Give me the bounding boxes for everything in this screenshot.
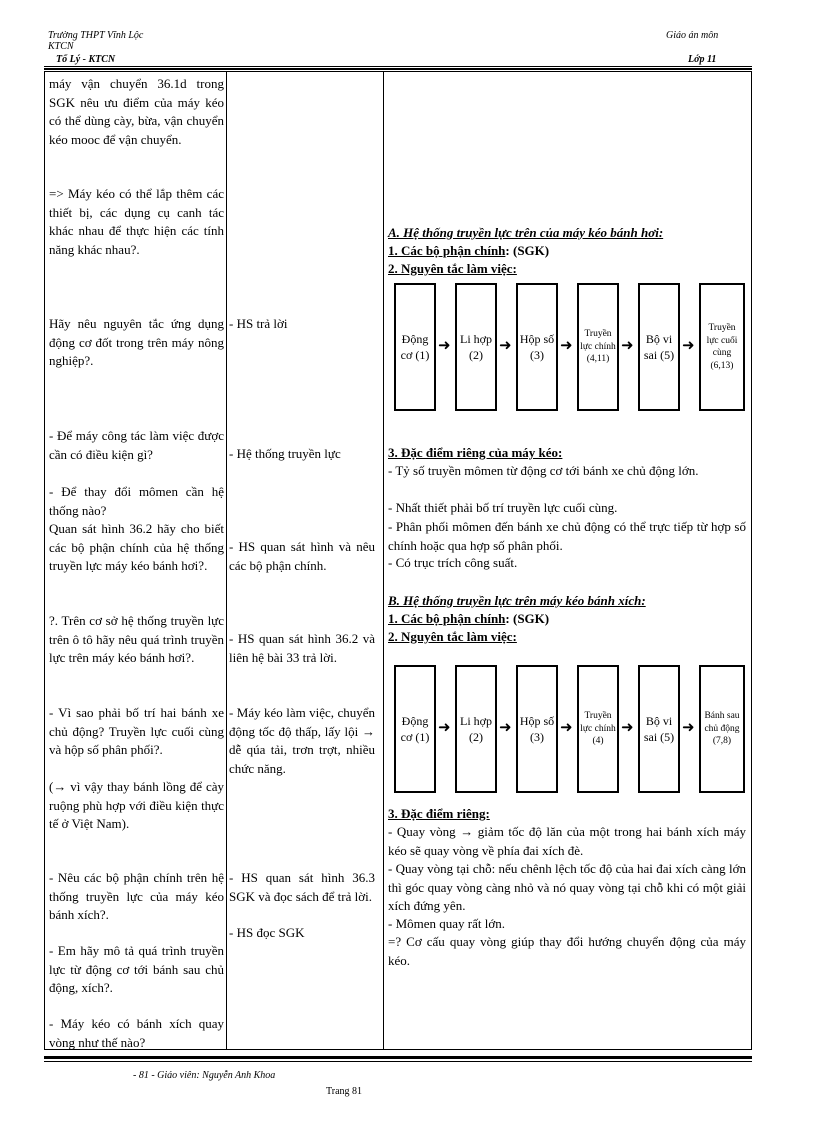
footer-rule-thick <box>44 1056 752 1059</box>
student-activity: - HS quan sát hình 36.3 SGK và đọc sách để trả lời. <box>229 870 375 904</box>
flow-box: Hộp số (3) <box>516 665 558 793</box>
student-activity: - Máy kéo làm việc, chuyển động tốc độ thấp, lấy lội → dễ qúa tải, trơn trợt, nhiều chức năng. <box>229 705 375 776</box>
teacher-text: => Máy kéo có thể lắp thêm các thiết bị, các dụng cụ canh tác khác nhau để thực hiện các tính năng khác nhau?. <box>49 186 224 257</box>
flow-box: Li hợp (2) <box>455 283 497 411</box>
arrow-right-icon: ➜ <box>621 338 634 354</box>
section-a-parts-label: 1. Các bộ phận chính <box>388 243 506 258</box>
student-activity: - HS trả lời <box>229 316 288 331</box>
arrow-right-icon: ➜ <box>438 338 451 354</box>
department: Tổ Lý - KTCN <box>56 54 116 65</box>
arrow-right-icon: ➜ <box>621 720 634 736</box>
teacher-text: máy vận chuyển 36.1d trong SGK nêu ưu điểm của máy kéo có thể dùng cày, bừa, vận chuyển kéo mooc để vận chuyển. <box>49 76 224 147</box>
flow-box: Bộ vi sai (5) <box>638 665 680 793</box>
section-b-parts-value: : (SGK) <box>505 611 550 626</box>
feature-item: =? Cơ cấu quay vòng giúp thay đổi hướng chuyển động của máy kéo. <box>388 934 746 968</box>
section-b-parts <box>388 610 746 629</box>
feature-item: - Có trục trích công suất. <box>388 555 518 570</box>
teacher-question: - Vì sao phải bố trí hai bánh xe chủ động? Truyền lực cuối cùng và hộp số phân phối?. <box>49 705 224 758</box>
student-activity: - HS đọc SGK <box>229 925 305 940</box>
teacher-question: - Nêu các bộ phận chính trên hệ thống truyền lực của máy kéo bánh xích?. <box>49 870 224 923</box>
feature-item: - Nhất thiết phải bố trí truyền lực cuối cùng. <box>388 500 618 515</box>
column-divider <box>383 72 384 1049</box>
lesson-table <box>44 71 752 1050</box>
header-rule-thick <box>44 68 752 70</box>
flow-diagram-a <box>394 283 749 413</box>
section-a-parts-value: : (SGK) <box>505 243 550 258</box>
student-activity: - HS quan sát hình và nêu các bộ phận chính. <box>229 539 375 573</box>
teacher-question: - Để thay đổi mômen cần hệ thống nào? <box>49 484 224 518</box>
footer-rule-thin <box>44 1061 752 1062</box>
flow-box: Truyền lực chính (4,11) <box>577 283 619 411</box>
section-b-title: B. Hệ thống truyền lực trên máy kéo bánh xích: <box>388 593 646 608</box>
teacher-name: - 81 - Giáo viên: Nguyễn Anh Khoa <box>133 1070 276 1081</box>
section-a-features-title: 3. Đặc điểm riêng của máy kéo: <box>388 445 563 460</box>
section-a-parts <box>388 242 746 261</box>
student-activity: - Hệ thống truyền lực <box>229 446 341 461</box>
lesson-plan-label: Giáo án môn <box>666 30 719 41</box>
teacher-question: Hãy nêu nguyên tắc ứng dụng động cơ đốt trong trên máy nông nghiệp?. <box>49 316 224 369</box>
grade: Lớp 11 <box>688 54 717 65</box>
arrow-right-icon: ➜ <box>499 720 512 736</box>
feature-item: - Mômen quay rất lớn. <box>388 916 505 931</box>
teacher-question: - Máy kéo có bánh xích quay vòng như thế nào? <box>49 1016 224 1050</box>
flow-box: Truyền lực cuối cùng (6,13) <box>699 283 745 411</box>
section-b-principle: 2. Nguyên tắc làm việc: <box>388 629 517 644</box>
teacher-question: ?. Trên cơ sở hệ thống truyền lực trên ô tô hãy nêu quá trình truyền lực trên máy kéo bánh hơi?. <box>49 613 224 666</box>
arrow-right-icon: ➜ <box>560 338 573 354</box>
section-b-parts-label: 1. Các bộ phận chính <box>388 611 506 626</box>
flow-diagram-b <box>394 665 749 795</box>
teacher-question: - Em hãy mô tả quá trình truyền lực từ động cơ tới bánh sau chủ động, xích?. <box>49 943 224 996</box>
flow-box: Động cơ (1) <box>394 283 436 411</box>
flow-box: Li hợp (2) <box>455 665 497 793</box>
feature-item: - Quay vòng → giảm tốc độ lăn của một trong hai bánh xích máy kéo sẽ quay vòng về phía đai xích đè. <box>388 824 746 858</box>
flow-box: Hộp số (3) <box>516 283 558 411</box>
arrow-right-icon: ➜ <box>682 338 695 354</box>
page-number: Trang 81 <box>326 1086 363 1097</box>
teacher-note: (→ vì vậy thay bánh lồng để cày ruộng phù hợp với điều kiện thực tế ở Việt Nam). <box>49 779 224 832</box>
flow-box: Bộ vi sai (5) <box>638 283 680 411</box>
flow-box: Động cơ (1) <box>394 665 436 793</box>
feature-item: - Quay vòng tại chỗ: nếu chênh lệch tốc độ của hai đai xích càng lớn thì góc quay vòng càng nhỏ và nó quay vòng tại chỗ khi có một giải xích đứng yên. <box>388 861 746 914</box>
school-name: Trường THPT Vĩnh Lộc <box>48 30 144 41</box>
teacher-question: - Để máy công tác làm việc được cần có điều kiện gì? <box>49 428 224 462</box>
section-a-principle: 2. Nguyên tắc làm việc: <box>388 261 517 276</box>
school-name-cont: KTCN <box>48 41 74 52</box>
student-activity: - HS quan sát hình 36.2 và liên hệ bài 33 trả lời. <box>229 631 375 665</box>
section-a-title: A. Hệ thống truyền lực trên của máy kéo bánh hơi: <box>388 225 664 240</box>
arrow-right-icon: ➜ <box>560 720 573 736</box>
header-rule-thin <box>44 66 752 67</box>
arrow-right-icon: ➜ <box>682 720 695 736</box>
column-divider <box>226 72 227 1049</box>
flow-box: Truyền lực chính (4) <box>577 665 619 793</box>
flow-box: Bánh sau chủ động (7,8) <box>699 665 745 793</box>
feature-item: - Tỷ số truyền mômen từ động cơ tới bánh xe chủ động lớn. <box>388 463 699 478</box>
feature-item: - Phân phối mômen đến bánh xe chủ động có thể trực tiếp từ hợp số chính hoặc qua hợp số phân phối. <box>388 519 746 553</box>
arrow-right-icon: ➜ <box>499 338 512 354</box>
arrow-right-icon: ➜ <box>438 720 451 736</box>
teacher-question: Quan sát hình 36.2 hãy cho biết các bộ phận chính của hệ thống truyền lực máy kéo bánh hơi?. <box>49 521 224 574</box>
section-b-features-title: 3. Đặc điểm riêng: <box>388 806 490 821</box>
